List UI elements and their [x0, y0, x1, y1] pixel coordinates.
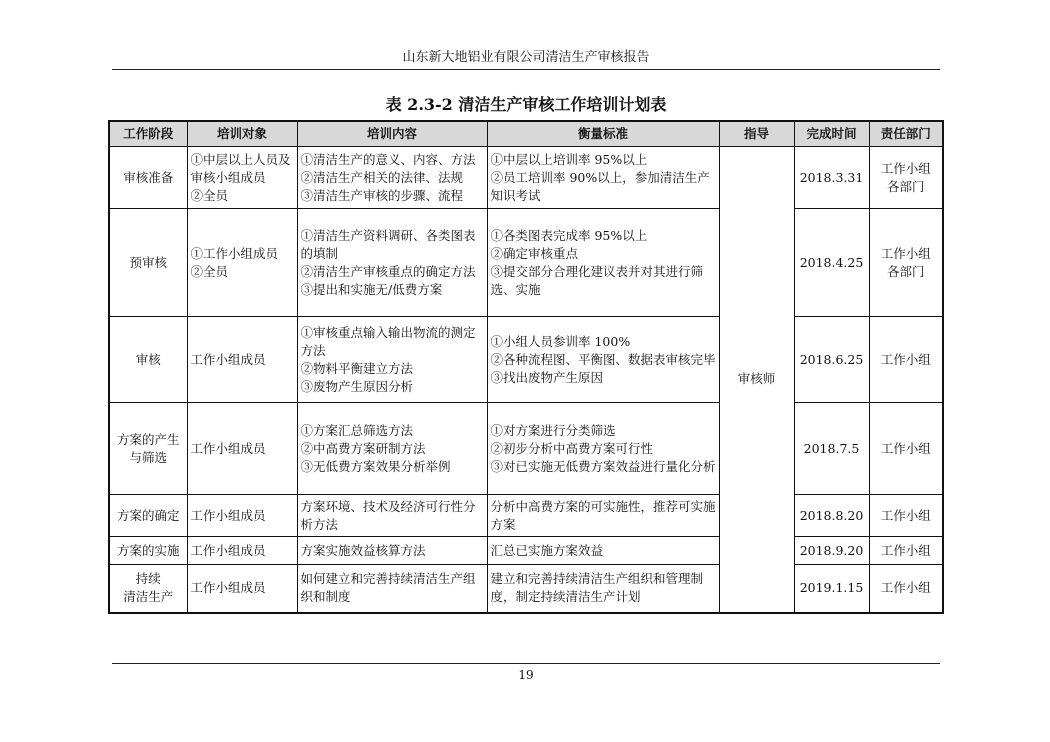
standard-cell-line: 分析中高费方案的可实施性，推荐可实施方案: [490, 498, 716, 532]
content-cell-line: ①清洁生产的意义、内容、方法: [300, 151, 476, 167]
content-cell: [297, 209, 487, 317]
content-cell-line: ②清洁生产相关的法律、法规: [300, 169, 464, 185]
target-cell: [187, 317, 297, 403]
date-cell: 2018.7.5: [794, 403, 869, 495]
dept-cell: [869, 495, 943, 537]
column-header-guide: 指导: [719, 121, 794, 147]
stage-cell: [109, 495, 187, 537]
target-cell-line: ①工作小组成员: [190, 245, 279, 261]
stage-cell-line: 方案的确定: [116, 507, 180, 523]
column-header-date: 完成时间: [794, 121, 869, 147]
content-cell-line: ①审核重点输入输出物流的测定方法: [300, 324, 476, 358]
content-cell-line: ③废物产生原因分析: [300, 378, 414, 394]
table-title: 表 2.3-2 清洁生产审核工作培训计划表: [385, 95, 667, 114]
dept-cell: [869, 565, 943, 613]
table-row: [109, 495, 943, 537]
table-row: [109, 317, 943, 403]
date-cell: 2018.8.20: [794, 495, 869, 537]
target-cell: [187, 495, 297, 537]
dept-line: 工作小组: [880, 440, 931, 456]
dept-line: 工作小组: [880, 245, 931, 261]
standard-cell-line: ②员工培训率 90%以上，参加清洁生产知识考试: [490, 169, 710, 203]
stage-cell-line: 审核: [135, 351, 161, 367]
dept-cell: [869, 209, 943, 317]
dept-line: 工作小组: [880, 160, 931, 176]
target-cell: [187, 147, 297, 209]
dept-cell: [869, 403, 943, 495]
stage-cell-line: 持续: [135, 571, 161, 587]
standard-cell: [487, 403, 719, 495]
stage-cell-line: 审核准备: [123, 169, 174, 185]
column-header-standard: 衡量标准: [487, 121, 719, 147]
standard-cell: [487, 565, 719, 613]
target-cell: [187, 403, 297, 495]
standard-cell: [487, 495, 719, 537]
content-cell-line: 方案实施效益核算方法: [300, 542, 426, 558]
standard-cell-line: ②确定审核重点: [490, 245, 579, 261]
target-cell: [187, 209, 297, 317]
date-cell: 2018.3.31: [794, 147, 869, 209]
content-cell: [297, 317, 487, 403]
dept-line: 工作小组: [880, 351, 931, 367]
target-cell-line: 工作小组成员: [190, 580, 266, 596]
standard-cell-line: ①对方案进行分类筛选: [490, 422, 616, 438]
column-header-content: 培训内容: [297, 121, 487, 147]
standard-cell-line: 汇总已实施方案效益: [490, 542, 604, 558]
target-cell: [187, 537, 297, 565]
column-header-target: 培训对象: [187, 121, 297, 147]
standard-cell-line: ③找出废物产生原因: [490, 369, 604, 385]
training-plan-table: [108, 120, 944, 614]
dept-line: 工作小组: [880, 542, 931, 558]
target-cell-line: ②全员: [190, 187, 229, 203]
dept-line: 工作小组: [880, 580, 931, 596]
standard-cell-line: ③对已实施无低费方案效益进行量化分析: [490, 458, 716, 474]
target-cell-line: ②全员: [190, 263, 229, 279]
standard-cell: [487, 537, 719, 565]
footer-rule: [112, 663, 940, 664]
content-cell: [297, 147, 487, 209]
column-header-stage: 工作阶段: [109, 121, 187, 147]
table-row: [109, 565, 943, 613]
standard-cell-line: ③提交部分合理化建议表并对其进行筛选、实施: [490, 263, 704, 297]
target-cell-line: 工作小组成员: [190, 542, 266, 558]
stage-cell-line: 预审核: [129, 254, 167, 270]
stage-cell-line: 与筛选: [129, 449, 167, 465]
page-header: 山东新大地铝业有限公司清洁生产审核报告: [402, 50, 650, 65]
table-row: [109, 537, 943, 565]
column-header-dept: 责任部门: [869, 121, 943, 147]
stage-cell: [109, 317, 187, 403]
stage-cell: [109, 403, 187, 495]
content-cell-line: ②物料平衡建立方法: [300, 360, 414, 376]
content-cell-line: ③清洁生产审核的步骤、流程: [300, 187, 464, 203]
stage-cell-line: 清洁生产: [123, 589, 174, 605]
standard-cell-line: ①各类图表完成率 95%以上: [490, 227, 648, 243]
table-row: [109, 209, 943, 317]
dept-line: 各部门: [886, 178, 925, 194]
standard-cell-line: ①小组人员参训率 100%: [490, 333, 631, 349]
date-cell: 2018.6.25: [794, 317, 869, 403]
content-cell: [297, 403, 487, 495]
content-cell-line: ②清洁生产审核重点的确定方法: [300, 263, 476, 279]
guide-cell: 审核师: [719, 147, 794, 613]
date-cell: 2018.4.25: [794, 209, 869, 317]
standard-cell: [487, 147, 719, 209]
dept-cell: [869, 537, 943, 565]
target-cell-line: 工作小组成员: [190, 351, 266, 367]
stage-cell-line: 方案的产生: [116, 431, 180, 447]
date-cell: 2019.1.15: [794, 565, 869, 613]
page-number: 19: [518, 668, 534, 682]
content-cell: [297, 495, 487, 537]
target-cell-line: 工作小组成员: [190, 440, 266, 456]
content-cell-line: ③提出和实施无/低费方案: [300, 281, 443, 297]
table-body: [109, 147, 943, 613]
dept-cell: [869, 317, 943, 403]
date-cell: 2018.9.20: [794, 537, 869, 565]
content-cell-line: ②中高费方案研制方法: [300, 440, 426, 456]
target-cell-line: ①中层以上人员及审核小组成员: [190, 151, 291, 185]
content-cell-line: ③无低费方案效果分析举例: [300, 458, 451, 474]
standard-cell-line: ①中层以上培训率 95%以上: [490, 151, 648, 167]
standard-cell: [487, 209, 719, 317]
table-row: [109, 147, 943, 209]
stage-cell: [109, 565, 187, 613]
standard-cell-line: ②各种流程图、平衡图、数据表审核完毕: [490, 351, 716, 367]
stage-cell: [109, 537, 187, 565]
content-cell-line: 如何建立和完善持续清洁生产组织和制度: [300, 571, 476, 605]
content-cell-line: ①清洁生产资料调研、各类图表的填制: [300, 227, 476, 261]
standard-cell-line: ②初步分析中高费方案可行性: [490, 440, 654, 456]
table-header-row: [109, 121, 943, 147]
standard-cell-line: 建立和完善持续清洁生产组织和管理制度，制定持续清洁生产计划: [490, 571, 704, 605]
content-cell-line: ①方案汇总筛选方法: [300, 422, 414, 438]
target-cell: [187, 565, 297, 613]
stage-cell-line: 方案的实施: [116, 542, 180, 558]
content-cell: [297, 565, 487, 613]
table-row: [109, 403, 943, 495]
dept-line: 各部门: [886, 263, 925, 279]
content-cell-line: 方案环境、技术及经济可行性分析方法: [300, 498, 476, 532]
header-rule: [112, 69, 940, 70]
dept-cell: [869, 147, 943, 209]
target-cell-line: 工作小组成员: [190, 507, 266, 523]
stage-cell: [109, 209, 187, 317]
content-cell: [297, 537, 487, 565]
standard-cell: [487, 317, 719, 403]
dept-line: 工作小组: [880, 507, 931, 523]
stage-cell: [109, 147, 187, 209]
